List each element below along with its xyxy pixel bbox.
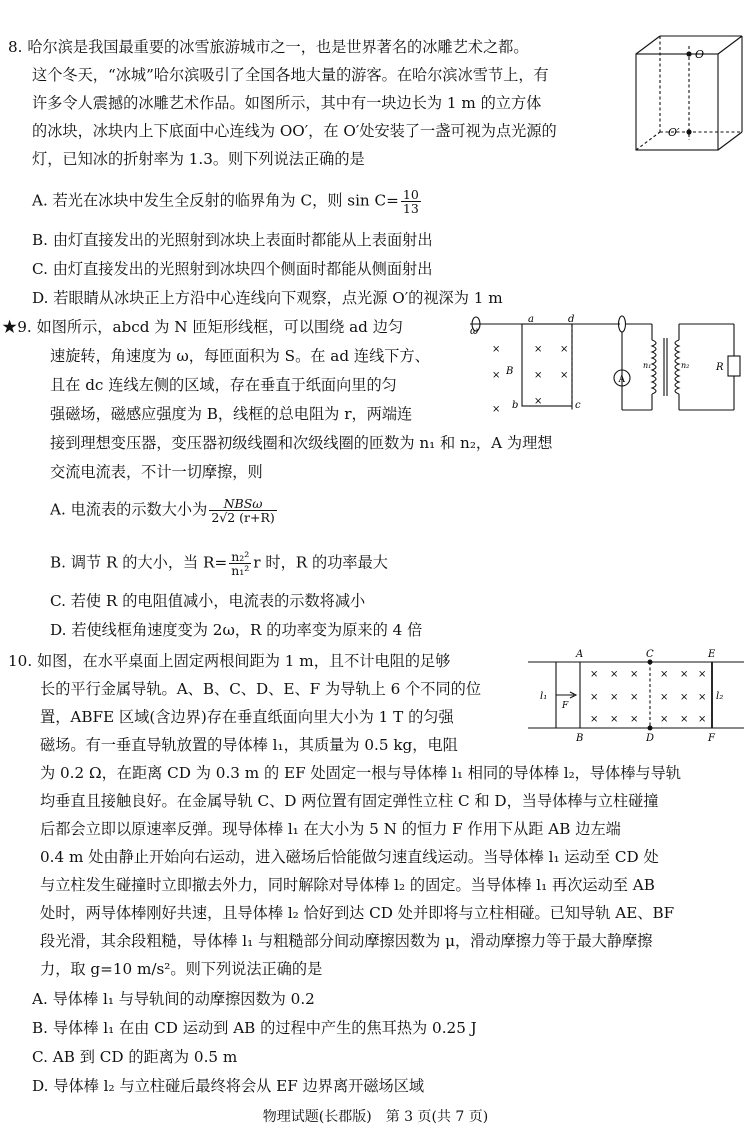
q10-line-8: 0.4 m 处由静止开始向右运动，进入磁场后恰能做匀速直线运动。当导体棒 l₁ 运动至 CD 处 xyxy=(40,848,659,866)
q10-option-a: A. 导体棒 l₁ 与导轨间的动摩擦因数为 0.2 xyxy=(32,990,315,1008)
point-o-dot xyxy=(686,51,691,56)
svg-text:×: × xyxy=(590,714,599,725)
q10-line-7: 后都会立即以原速率反弹。现导体棒 l₁ 在大小为 5 N 的恒力 F 作用下从距 AB 边左端 xyxy=(40,820,621,838)
label-n1: n₁ xyxy=(643,361,652,370)
q8-line-5: 灯，已知冰的折射率为 1.3。则下列说法正确的是 xyxy=(32,150,365,168)
svg-text:×: × xyxy=(630,714,639,725)
q10-line-9: 与立柱发生碰撞时立即撤去外力，同时解除对导体棒 l₂ 的固定。当导体棒 l₁ 再次运动至 AB xyxy=(40,876,655,894)
q9-option-a-fraction xyxy=(209,497,276,524)
q10-option-c: C. AB 到 CD 的距离为 0.5 m xyxy=(32,1048,238,1066)
svg-text:×: × xyxy=(680,714,689,725)
label-e: E xyxy=(708,649,716,660)
svg-text:×: × xyxy=(660,669,669,680)
svg-text:×: × xyxy=(680,669,689,680)
q9-line-1: ★9. 如图所示，abcd 为 N 匝矩形线框，可以围绕 ad 边匀 xyxy=(2,318,404,336)
q10-line-4: 磁场。有一垂直导轨放置的导体棒 l₁，其质量为 0.5 kg，电阻 xyxy=(40,736,458,754)
label-ammeter: A xyxy=(618,375,625,385)
page-footer: 物理试题(长郡版) 第 3 页(共 7 页) xyxy=(262,1109,489,1125)
q8-option-a-fraction xyxy=(401,188,421,215)
svg-text:×: × xyxy=(492,344,501,355)
label-l1: l₁ xyxy=(540,691,548,702)
q10-line-2: 长的平行金属导轨。A、B、C、D、E、F 为导轨上 6 个不同的位 xyxy=(40,680,482,698)
q9-circuit-figure xyxy=(462,312,746,420)
label-f: F xyxy=(708,733,715,744)
q8-cube-figure xyxy=(632,32,747,154)
q8-option-a-text: A. 若光在冰块中发生全反射的临界角为 C，则 sin C= xyxy=(32,191,399,210)
svg-text:×: × xyxy=(610,669,619,680)
q10-line-1: 10. 如图，在水平桌面上固定两根间距为 1 m，且不计电阻的足够 xyxy=(8,652,451,670)
label-n2: n₂ xyxy=(681,361,690,370)
q9-option-b-text: B. 调节 R 的大小，当 R= xyxy=(50,553,228,572)
svg-text:×: × xyxy=(660,692,669,703)
q10-line-10: 处时，两导体棒刚好共速，且导体棒 l₂ 恰好到达 CD 处并即将与立柱相碰。已知导轨 AE、BF xyxy=(40,904,675,922)
label-c: C xyxy=(646,649,654,660)
q9-option-b xyxy=(50,550,388,577)
svg-text:×: × xyxy=(680,692,689,703)
q9-line-6: 交流电流表，不计一切摩擦，则 xyxy=(50,463,263,481)
q9-line-5: 接到理想变压器，变压器初级线圈和次级线圈的匝数为 n₁ 和 n₂，A 为理想 xyxy=(50,434,553,452)
svg-text:×: × xyxy=(590,692,599,703)
svg-text:×: × xyxy=(610,714,619,725)
q10-line-12: 力，取 g=10 m/s²。则下列说法正确的是 xyxy=(40,960,323,978)
svg-text:×: × xyxy=(534,396,543,407)
label-c: c xyxy=(575,400,581,411)
pillar-d xyxy=(648,726,653,731)
q9-option-d: D. 若使线框角速度变为 2ω，R 的功率变为原来的 4 倍 xyxy=(50,621,423,639)
svg-text:×: × xyxy=(534,344,543,355)
resistor-r xyxy=(728,356,740,376)
q10-line-5: 为 0.2 Ω，在距离 CD 为 0.3 m 的 EF 处固定一根与导体棒 l₁ 相同的导体棒 l₂，导体棒与导轨 xyxy=(40,764,681,782)
q8-option-b: B. 由灯直接发出的光照射到冰块上表面时都能从上表面射出 xyxy=(32,231,433,249)
label-a: a xyxy=(528,314,534,325)
label-a: A xyxy=(576,649,584,660)
pillar-c xyxy=(648,660,653,665)
q9-option-b-numerator: n₂² xyxy=(231,549,250,564)
q9-option-a xyxy=(50,497,279,524)
q10-line-11: 段光滑，其余段粗糙，导体棒 l₁ 与粗糙部分间动摩擦因数为 μ，滑动摩擦力等于最大静摩擦 xyxy=(40,932,653,950)
q9-line-2: 速旋转，角速度为 ω，每匝面积为 S。在 ad 连线下方、 xyxy=(50,347,430,365)
q8-option-c: C. 由灯直接发出的光照射到冰块四个侧面时都能从侧面射出 xyxy=(32,260,433,278)
label-d: D xyxy=(646,733,655,744)
label-o: O xyxy=(695,48,705,61)
q9-line-3: 且在 dc 连线左侧的区域，存在垂直于纸面向里的匀 xyxy=(50,376,397,394)
q9-option-c: C. 若使 R 的电阻值减小，电流表的示数将减小 xyxy=(50,592,366,610)
q9-option-a-numerator: NBSω xyxy=(209,497,276,511)
label-o-prime: O′ xyxy=(668,126,680,139)
q8-line-2: 这个冬天，“冰城”哈尔滨吸引了全国各地大量的游客。在哈尔滨冰雪节上，有 xyxy=(32,66,549,84)
q9-option-b-text-end: r 时，R 的功率最大 xyxy=(253,553,388,572)
q8-option-a-denominator: 13 xyxy=(402,201,419,216)
q8-line-3: 许多令人震撼的冰雕艺术作品。如图所示，其中有一块边长为 1 m 的立方体 xyxy=(32,94,542,112)
q10-rails-figure xyxy=(526,644,746,744)
svg-text:×: × xyxy=(630,692,639,703)
svg-text:×: × xyxy=(698,669,707,680)
coil-frame xyxy=(522,324,572,406)
label-b: B xyxy=(576,733,584,744)
svg-text:×: × xyxy=(630,669,639,680)
svg-text:×: × xyxy=(492,370,501,381)
svg-text:×: × xyxy=(560,344,569,355)
field-crosses xyxy=(492,344,568,415)
label-l2: l₂ xyxy=(716,691,724,702)
label-d: d xyxy=(568,314,575,325)
svg-text:×: × xyxy=(698,692,707,703)
q8-option-a xyxy=(32,188,423,215)
svg-text:×: × xyxy=(610,692,619,703)
q8-option-a-numerator: 10 xyxy=(402,187,419,202)
label-b-field: B xyxy=(506,366,514,377)
q9-option-b-denominator: n₁² xyxy=(231,563,250,578)
label-b: b xyxy=(512,400,519,411)
q8-line-1: 8. 哈尔滨是我国最重要的冰雪旅游城市之一，也是世界著名的冰雕艺术之都。 xyxy=(8,38,529,56)
field-crosses xyxy=(590,669,706,725)
svg-text:×: × xyxy=(492,404,501,415)
q10-line-6: 均垂直且接触良好。在金属导轨 C、D 两位置有固定弹性立柱 C 和 D，当导体棒与立柱碰撞 xyxy=(40,792,659,810)
svg-text:×: × xyxy=(698,714,707,725)
label-r: R xyxy=(716,362,724,373)
q9-line-4: 强磁场，磁感应强度为 B，线框的总电阻为 r，两端连 xyxy=(50,405,413,423)
label-omega: ω xyxy=(470,326,479,337)
q10-line-3: 置，ABFE 区域(含边界)存在垂直纸面向里大小为 1 T 的匀强 xyxy=(40,708,454,726)
q9-option-a-denominator: 2√2 (r+R) xyxy=(211,510,275,525)
q8-option-d: D. 若眼睛从冰块正上方沿中心连线向下观察，点光源 O′的视深为 1 m xyxy=(32,289,503,307)
label-force: F xyxy=(562,701,569,711)
svg-text:×: × xyxy=(534,370,543,381)
q8-line-4: 的冰块，冰块内上下底面中心连线为 OO′，在 O′处安装了一盏可视为点光源的 xyxy=(32,122,557,140)
svg-text:×: × xyxy=(660,714,669,725)
svg-text:×: × xyxy=(560,370,569,381)
q9-option-a-text: A. 电流表的示数大小为 xyxy=(50,500,208,519)
point-o-prime-dot xyxy=(686,129,691,134)
svg-text:×: × xyxy=(590,669,599,680)
q10-option-b: B. 导体棒 l₁ 在由 CD 运动到 AB 的过程中产生的焦耳热为 0.25 J xyxy=(32,1019,477,1037)
q10-option-d: D. 导体棒 l₂ 与立柱碰后最终将会从 EF 边界离开磁场区域 xyxy=(32,1077,425,1095)
q9-option-b-fraction xyxy=(229,550,251,577)
